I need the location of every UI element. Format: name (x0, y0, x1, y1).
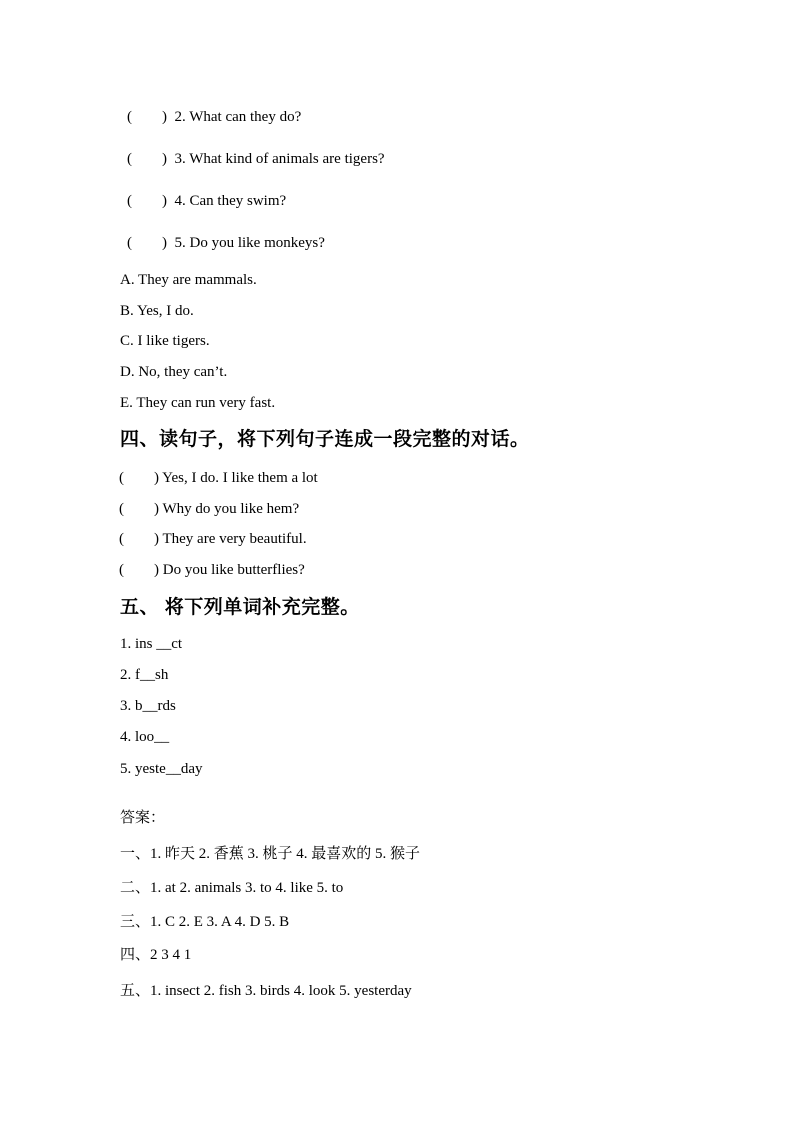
word-item-1: 1. ins __ct (120, 636, 183, 652)
dialogue-item-3: ( ) They are very beautiful. (119, 531, 307, 547)
dialogue-item-4: ( ) Do you like butterflies? (119, 562, 305, 578)
answer-line-2: 二、1. at 2. animals 3. to 4. like 5. to (120, 880, 344, 896)
matching-question-3: ( ) 3. What kind of animals are tigers? (127, 151, 385, 167)
matching-option-d: D. No, they can’t. (120, 364, 228, 380)
matching-question-2: ( ) 2. What can they do? (127, 109, 302, 125)
section-4-heading: 四、读句子，将下列句子连成一段完整的对话。 (120, 429, 530, 450)
matching-option-c: C. I like tigers. (120, 333, 210, 349)
matching-option-b: B. Yes, I do. (120, 303, 194, 319)
answer-line-1: 一、1. 昨天 2. 香蕉 3. 桃子 4. 最喜欢的 5. 猴子 (120, 846, 421, 862)
word-item-2: 2. f__sh (120, 667, 169, 683)
answers-label: 答案： (120, 810, 166, 826)
matching-option-e: E. They can run very fast. (120, 395, 276, 411)
matching-option-a: A. They are mammals. (120, 272, 257, 288)
word-item-4: 4. loo__ (120, 729, 170, 745)
word-item-5: 5. yeste__day (120, 761, 203, 777)
answer-line-4: 四、2 3 4 1 (120, 947, 192, 963)
dialogue-item-2: ( ) Why do you like hem? (119, 501, 300, 517)
dialogue-item-1: ( ) Yes, I do. I like them a lot (119, 470, 318, 486)
section-5-heading: 五、 将下列单词补充完整。 (120, 597, 360, 618)
answer-line-3: 三、1. C 2. E 3. A 4. D 5. B (120, 914, 290, 930)
word-item-3: 3. b__rds (120, 698, 176, 714)
matching-question-4: ( ) 4. Can they swim? (127, 193, 287, 209)
answer-line-5: 五、1. insect 2. fish 3. birds 4. look 5. yesterday (120, 983, 412, 999)
matching-question-5: ( ) 5. Do you like monkeys? (127, 235, 325, 251)
